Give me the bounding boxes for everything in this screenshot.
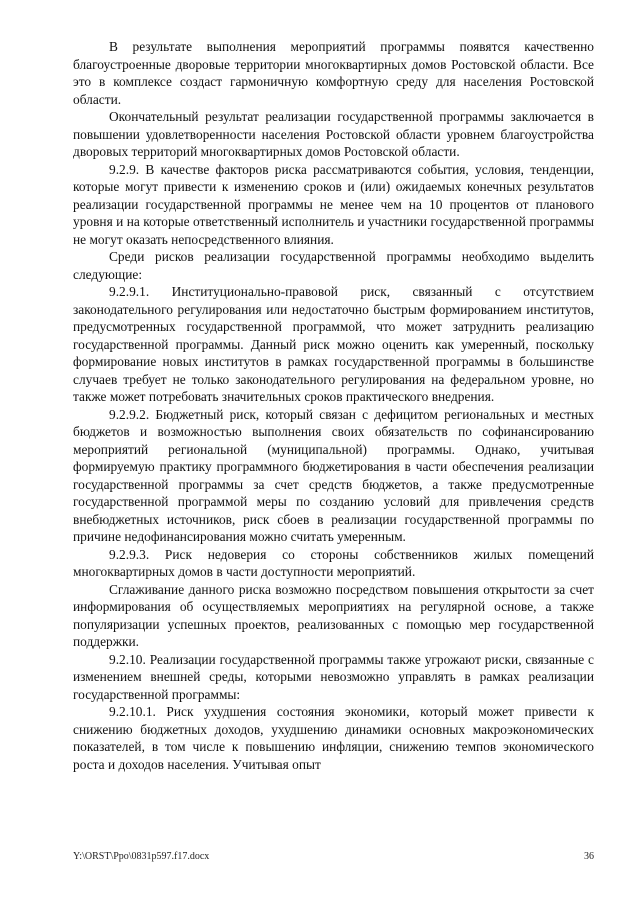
paragraph-risk-list-intro: Среди рисков реализации государственной программы необходимо выделить следующие: [73, 249, 594, 282]
paragraph-final-result: Окончательный результат реализации государственной программы заключается в повышении удовлетворенности населения Ростовской области уровнем благоустройства дворовых территорий многоквартирных домов Ростовской области. [73, 109, 594, 159]
document-body [73, 38, 594, 773]
paragraph-results-quality: В результате выполнения мероприятий программы появятся качественно благоустроенные дворовые территории многоквартирных домов Ростовской области. Все это в комплексе создаст гармоничную комфортную среду для населения Ростовской области. [73, 39, 594, 107]
paragraph-external-risks: 9.2.10. Реализации государственной программы также угрожают риски, связанные с изменением внешней среды, которыми невозможно управлять в рамках реализации государственной программы: [73, 651, 594, 702]
paragraph-distrust-risk: 9.2.9.3. Риск недоверия со стороны собственников жилых помещений многоквартирных домов в части доступности мероприятий. [73, 546, 594, 579]
paragraph-institutional-risk: 9.2.9.1. Институционально-правовой риск, связанный с отсутствием законодательного регулирования или недостаточно быстрым формированием институтов, предусмотренных государственной программой, что может затруднить реализацию государственной программы. Данный риск можно оценить как умеренный, поскольку формирование новых институтов в рамках государственной программы в большинстве случаев требует не только законодательного регулирования на федеральном уровне, но также может потребовать значительных сроков практического внедрения. [73, 284, 594, 404]
paragraph-budget-risk: 9.2.9.2. Бюджетный риск, который связан с дефицитом региональных и местных бюджетов и возможностью выполнения своих обязательств по софинансированию мероприятий региональной (муниципальной) программы. Однако, учитывая формируемую практику программного бюджетирования в части обеспечения реализации государственной программы за счет средств бюджетов, а также предусмотренные государственной программой меры по созданию условий для привлечения средств внебюджетных источников, риск сбоев в реализации государственной программы по причине недофинансирования можно считать умеренным. [73, 406, 594, 544]
footer-file-path: Y:\ORST\Ppo\0831p597.f17.docx [73, 851, 210, 862]
paragraph-risk-mitigation: Сглаживание данного риска возможно посредством повышения открытости за счет информирования об осуществляемых мероприятиях на регулярной основе, а также популяризации успешных проектов, реализованных с помощью мер государственной поддержки. [73, 581, 594, 649]
paragraph-economy-risk: 9.2.10.1. Риск ухудшения состояния экономики, который может привести к снижению бюджетных доходов, ухудшению динамики основных макроэкономических показателей, в том числе к повышению инфляции, снижению темпов экономического роста и доходов населения. Учитывая опыт [73, 704, 594, 772]
page-number: 36 [584, 851, 594, 862]
paragraph-risk-factors: 9.2.9. В качестве факторов риска рассматриваются события, условия, тенденции, которые могут привести к изменению сроков и (или) ожидаемых конечных результатов реализации государственной программы не менее чем на 10 процентов от планового уровня и на которые ответственный исполнитель и участники государственной программы не могут оказать непосредственного влияния. [73, 161, 594, 247]
